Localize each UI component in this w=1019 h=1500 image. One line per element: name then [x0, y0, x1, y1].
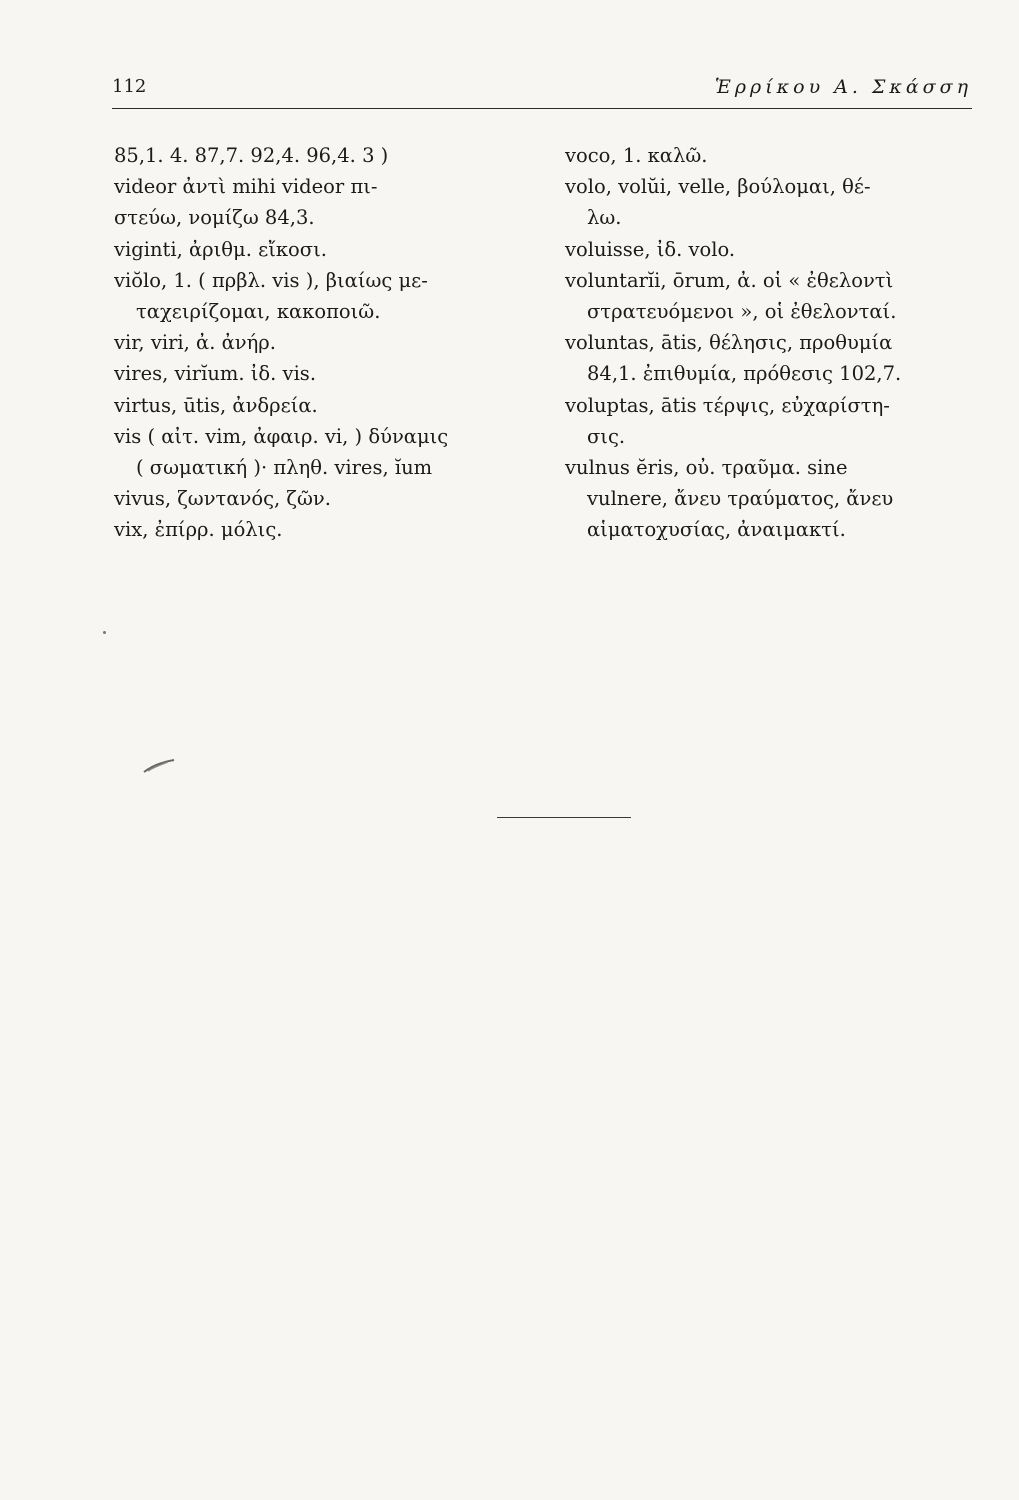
dictionary-line: voluntarĭi, ōrum, ἀ. οἱ « ἐθελοντὶ [565, 268, 894, 292]
pencil-mark-icon [142, 758, 176, 774]
dictionary-line: vires, virĭum. ἰδ. vis. [114, 362, 317, 386]
stray-dot [103, 631, 106, 634]
dictionary-line: vulnus ĕris, οὐ. τραῦμα. sine [565, 455, 848, 479]
dictionary-line: viŏlo, 1. ( πρβλ. vis ), βιαίως με- [114, 268, 428, 292]
dictionary-line: vivus, ζωντανός, ζῶν. [114, 487, 331, 511]
running-head: Ἑρρίκου Α. Σκάσση [714, 76, 972, 98]
dictionary-line: 84,1. ἐπιθυμία, πρόθεσις 102,7. [587, 362, 902, 386]
dictionary-line: vix, ἐπίρρ. μόλις. [114, 518, 283, 542]
page-header [112, 76, 972, 106]
dictionary-line: voco, 1. καλῶ. [565, 144, 708, 167]
footnote-rule [497, 817, 631, 818]
dictionary-line: ταχειρίζομαι, κακοποιῶ. [136, 299, 381, 323]
dictionary-line: αἱματοχυσίας, ἀναιμακτί. [587, 518, 846, 542]
dictionary-line: volo, volŭi, velle, βούλομαι, θέ- [565, 175, 871, 199]
dictionary-line: virtus, ūtis, ἀνδρεία. [114, 393, 318, 417]
dictionary-line: voluptas, ātis τέρψις, εὐχαρίστη- [565, 393, 890, 417]
dictionary-line: vir, viri, ἀ. ἀνήρ. [114, 331, 276, 355]
dictionary-line: vis ( αἰτ. vim, ἀφαιρ. vi, ) δύναμις [114, 424, 449, 448]
dictionary-line: λω. [587, 206, 622, 230]
dictionary-line: videor ἀντὶ mihi videor πι- [114, 175, 378, 199]
left-column [114, 140, 554, 545]
dictionary-line: voluisse, ἰδ. volo. [565, 237, 736, 261]
header-rule [112, 108, 972, 109]
right-column [565, 140, 980, 545]
dictionary-line: σις. [587, 424, 626, 448]
dictionary-line: voluntas, ātis, θέλησις, προθυμία [565, 331, 893, 355]
dictionary-line: viginti, ἀριθμ. εἴκοσι. [114, 237, 327, 261]
dictionary-line: στρατευόμενοι », οἱ ἐθελονταί. [587, 299, 897, 323]
dictionary-line: στεύω, νομίζω 84,3. [114, 206, 315, 230]
dictionary-line: vulnere, ἄνευ τραύματος, ἄνευ [587, 487, 894, 511]
dictionary-line: 85,1. 4. 87,7. 92,4. 96,4. 3 ) [114, 144, 389, 167]
page-number: 112 [112, 76, 147, 97]
dictionary-line: ( σωματική )· πληθ. vires, ĭum [136, 455, 433, 479]
